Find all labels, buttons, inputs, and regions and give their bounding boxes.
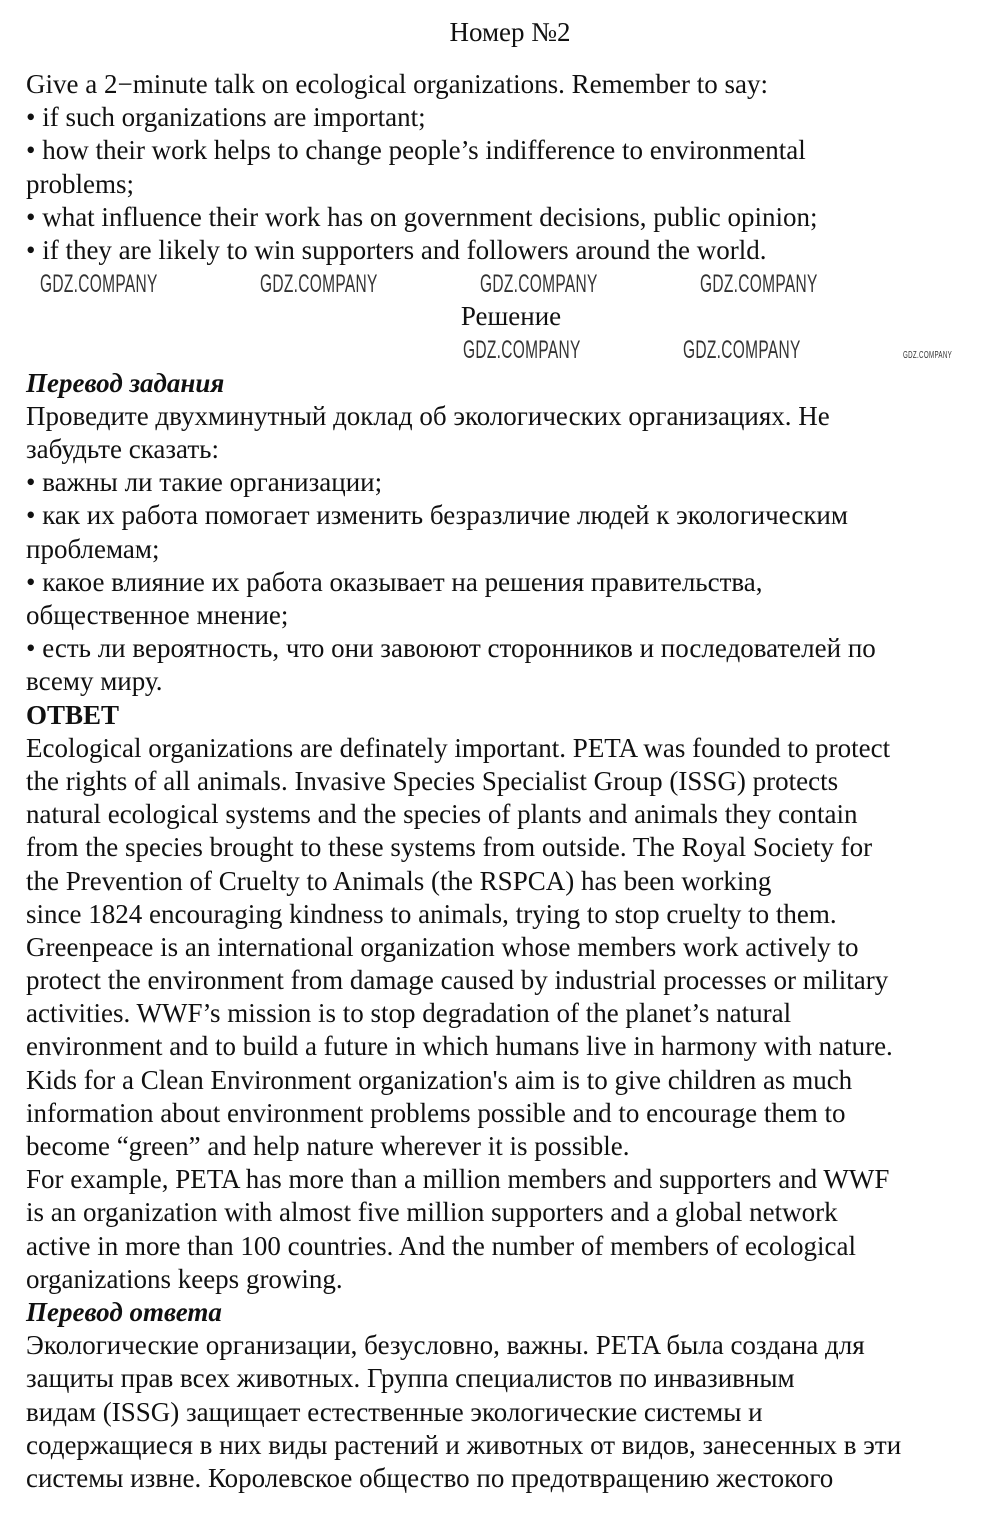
answer-line: the rights of all animals. Invasive Species Specialist Group (ISSG) protects xyxy=(26,765,839,796)
answer-line: For example, PETA has more than a million members and supporters and WWF xyxy=(26,1164,890,1195)
spacer xyxy=(26,267,1000,300)
task-ru-line: всему миру. xyxy=(26,666,163,697)
task-line: • if such organizations are important; xyxy=(26,102,426,133)
task-ru-line: • важны ли такие организации; xyxy=(26,467,383,498)
answer-translation-heading: Перевод ответа xyxy=(26,1296,222,1327)
task-line: problems; xyxy=(26,168,134,199)
task-ru-line: • какое влияние их работа оказывает на решения правительства, xyxy=(26,566,763,597)
solution-heading: Решение xyxy=(460,301,562,332)
answer-line: since 1824 encouraging kindness to animals, trying to stop cruelty to them. xyxy=(26,898,837,929)
answer-ru-line: видам (ISSG) защищает естественные экологические системы и xyxy=(26,1396,763,1427)
answer-line: Kids for a Clean Environment organization's aim is to give children as much xyxy=(26,1064,853,1095)
task-ru-line: проблемам; xyxy=(26,533,160,564)
answer-ru-line: Экологические организации, безусловно, важны. PETA была создана для xyxy=(26,1330,865,1361)
answer-russian xyxy=(26,1329,1000,1495)
task-ru-line: забудьте сказать: xyxy=(26,434,219,465)
watermark: GDZ.COMPANY xyxy=(463,336,581,364)
watermark: GDZ.COMPANY xyxy=(480,270,598,298)
task-line: • what influence their work has on government decisions, public opinion; xyxy=(26,201,818,232)
answer-line: Ecological organizations are definately important. PETA was founded to protect xyxy=(26,732,891,763)
task-line: • how their work helps to change people’s indifference to environmental xyxy=(26,135,806,166)
answer-line: information about environment problems possible and to encourage them to xyxy=(26,1097,846,1128)
answer-line: become “green” and help nature wherever it is possible. xyxy=(26,1131,630,1161)
answer-line: organizations keeps growing. xyxy=(26,1263,343,1294)
answer-line: activities. WWF’s mission is to stop degradation of the planet’s natural xyxy=(26,998,792,1029)
watermark: GDZ.COMPANY xyxy=(260,270,378,298)
task-line: • if they are likely to win supporters and followers around the world. xyxy=(26,234,767,265)
spacer xyxy=(26,334,1000,367)
answer-ru-line: содержащиеся в них виды растений и животных от видов, занесенных в эти xyxy=(26,1429,902,1460)
answer-line: active in more than 100 countries. And the number of members of ecological xyxy=(26,1230,856,1261)
task-translation-heading: Перевод задания xyxy=(26,367,225,398)
answer-ru-line: защиты прав всех животных. Группа специалистов по инвазивным xyxy=(26,1363,795,1394)
task-ru-line: общественное мнение; xyxy=(26,600,289,630)
answer-line: the Prevention of Cruelty to Animals (the RSPCA) has been working xyxy=(26,865,772,896)
task-ru-line: • как их работа помогает изменить безразличие людей к экологическим xyxy=(26,500,848,531)
watermark: GDZ.COMPANY xyxy=(903,350,953,361)
document-body xyxy=(26,68,1000,1495)
answer-line: is an organization with almost five million supporters and a global network xyxy=(26,1197,838,1228)
answer-line: from the species brought to these systems from outside. The Royal Society for xyxy=(26,832,873,863)
task-ru-line: • есть ли вероятность, что они завоюют сторонников и последователей по xyxy=(26,633,876,664)
task-line: Give a 2−minute talk on ecological organizations. Remember to say: xyxy=(26,69,769,99)
answer-english xyxy=(26,732,1000,1296)
task-russian xyxy=(26,400,1000,699)
answer-line: Greenpeace is an international organization whose members work actively to xyxy=(26,931,859,962)
watermark: GDZ.COMPANY xyxy=(700,270,818,298)
answer-line: natural ecological systems and the species of plants and animals they contain xyxy=(26,799,858,830)
watermark: GDZ.COMPANY xyxy=(40,270,158,298)
task-ru-line: Проведите двухминутный доклад об экологических организациях. Не xyxy=(26,400,830,431)
answer-heading: ОТВЕТ xyxy=(26,699,120,730)
page-title: Номер №2 xyxy=(449,17,571,47)
watermark: GDZ.COMPANY xyxy=(683,336,801,364)
answer-line: environment and to build a future in which humans live in harmony with nature. xyxy=(26,1031,893,1062)
answer-line: protect the environment from damage caused by industrial processes or military xyxy=(26,965,889,996)
answer-ru-line: системы извне. Королевское общество по предотвращению жестокого xyxy=(26,1462,834,1493)
task-english xyxy=(26,68,1000,267)
